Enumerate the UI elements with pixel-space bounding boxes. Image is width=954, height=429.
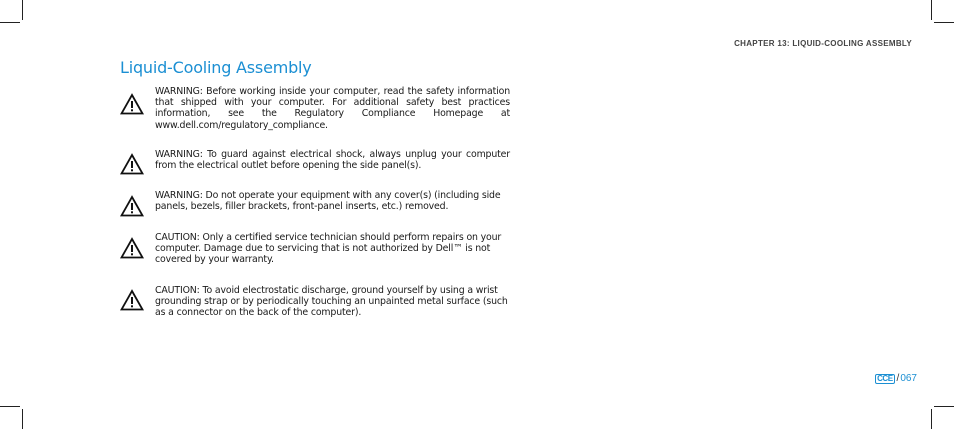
crop-mark bbox=[22, 0, 23, 20]
page-title: Liquid-Cooling Assembly bbox=[120, 58, 312, 77]
page-number bbox=[875, 373, 917, 384]
warning-triangle-icon bbox=[120, 153, 144, 175]
crop-mark bbox=[931, 409, 932, 429]
notice-text: WARNING: To guard against electrical shock, always unplug your computer from the electrical outlet before opening the side panel(s). bbox=[155, 149, 510, 172]
chapter-heading: CHAPTER 13: LIQUID-COOLING ASSEMBLY bbox=[734, 39, 912, 48]
notice-text: WARNING: Before working inside your computer, read the safety information that shipped with your computer. For additional safety best practices information, see the Regulatory Compliance Homepage at www.dell.com/regulatory_compliance. bbox=[155, 86, 510, 131]
notice-text: CAUTION: To avoid electrostatic discharge, ground yourself by using a wrist grounding strap or by periodically touching an unpainted metal surface (such as a connector on the back of the computer). bbox=[155, 285, 508, 319]
crop-mark bbox=[0, 22, 20, 23]
crop-mark bbox=[931, 0, 932, 20]
crop-mark bbox=[934, 406, 954, 407]
page-separator: / bbox=[896, 373, 900, 384]
crop-mark bbox=[22, 409, 23, 429]
warning-triangle-icon bbox=[120, 93, 144, 115]
page-number-value: 067 bbox=[900, 373, 917, 384]
chapter-logo: CCE bbox=[877, 374, 893, 383]
crop-mark bbox=[934, 22, 954, 23]
warning-triangle-icon bbox=[120, 237, 144, 259]
notice-text: CAUTION: Only a certified service technician should perform repairs on your computer. Damage due to servicing that is not authorized by Dell™ is not covered by your warranty. bbox=[155, 232, 502, 266]
warning-triangle-icon bbox=[120, 289, 144, 311]
notice-text: WARNING: Do not operate your equipment with any cover(s) (including side panels, bezels, filler brackets, front-panel inserts, etc.) removed. bbox=[155, 190, 501, 213]
warning-triangle-icon bbox=[120, 195, 144, 217]
crop-mark bbox=[0, 406, 20, 407]
